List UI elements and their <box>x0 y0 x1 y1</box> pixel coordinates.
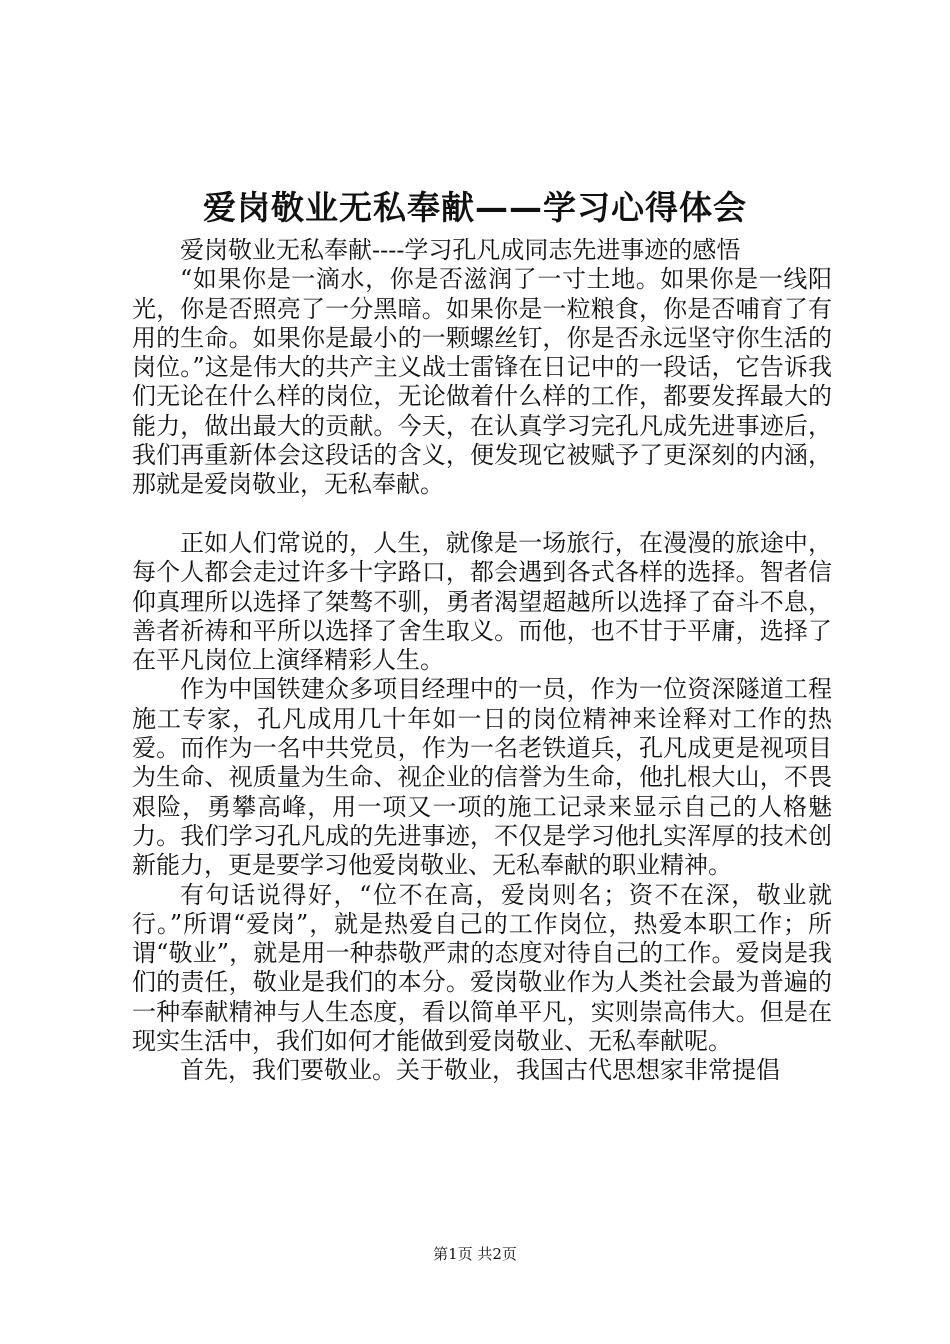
document-subtitle: 爱岗敬业无私奉献----学习孔凡成同志先进事迹的感悟 <box>180 236 741 264</box>
paragraph-1: “如果你是一滴水，你是否滋润了一寸土地。如果你是一线阳光，你是否照亮了一分黑暗。如果你是一粒粮食，你是否哺育了有用的生命。如果你是最小的一颗螺丝钉，你是否永远坚守你生活的岗位。”这是伟大的共产主义战士雷锋在日记中的一段话，它告诉我们无论在什么样的岗位，无论做着什么样的工作，都要发挥最大的能力，做出最大的贡献。今天，在认真学习完孔凡成先进事迹后，我们再重新体会这段话的含义，便发现它被赋予了更深刻的内涵，那就是爱岗敬业，无私奉献。 <box>132 265 832 499</box>
paragraph-2: 正如人们常说的，人生，就像是一场旅行，在漫漫的旅途中，每个人都会走过许多十字路口，都会遇到各式各样的选择。智者信仰真理所以选择了桀骜不驯，勇者渴望超越所以选择了奋斗不息，善者祈祷和平所以选择了舍生取义。而他，也不甘于平庸，选择了在平凡岗位上演绎精彩人生。 <box>132 528 832 675</box>
page-number-footer: 第1页 共2页 <box>433 1245 517 1263</box>
paragraph-3: 作为中国铁建众多项目经理中的一员，作为一位资深隧道工程施工专家，孔凡成用几十年如一日的岗位精神来诠释对工作的热爱。而作为一名中共党员，作为一名老铁道兵，孔凡成更是视项目为生命、视质量为生命、视企业的信誉为生命，他扎根大山，不畏艰险，勇攀高峰，用一项又一项的施工记录来显示自己的人格魅力。我们学习孔凡成的先进事迹，不仅是学习他扎实浑厚的技术创新能力，更是要学习他爱岗敬业、无私奉献的职业精神。 <box>132 675 832 880</box>
document-body <box>132 236 832 1086</box>
blank-line <box>132 500 832 529</box>
paragraph-5: 首先，我们要敬业。关于敬业，我国古代思想家非常提倡 <box>180 1056 780 1085</box>
document-title: 爱岗敬业无私奉献——学习心得体会 <box>203 188 747 227</box>
paragraph-4: 有句话说得好，“位不在高，爱岗则名；资不在深，敬业就行。”所谓“爱岗”，就是热爱自己的工作岗位，热爱本职工作；所谓“敬业”，就是用一种恭敬严肃的态度对待自己的工作。爱岗是我们的责任，敬业是我们的本分。爱岗敬业作为人类社会最为普遍的一种奉献精神与人生态度，看以简单平凡，实则崇高伟大。但是在现实生活中，我们如何才能做到爱岗敬业、无私奉献呢。 <box>132 880 832 1056</box>
